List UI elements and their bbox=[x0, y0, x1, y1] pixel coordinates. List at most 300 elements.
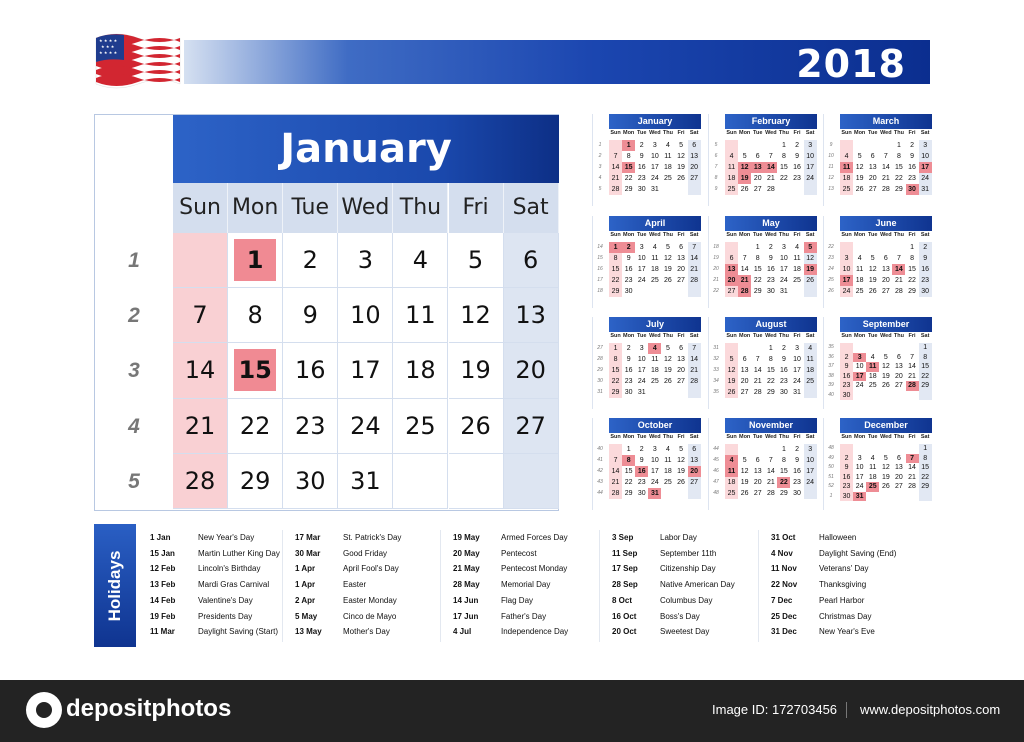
mini-day[interactable]: 31 bbox=[650, 186, 659, 193]
mini-day[interactable]: 1 bbox=[622, 140, 635, 151]
mini-day[interactable]: 17 bbox=[919, 162, 932, 173]
mini-day[interactable]: 21 bbox=[688, 264, 701, 275]
mini-day[interactable]: 29 bbox=[895, 186, 903, 193]
mini-calendar-march[interactable] bbox=[823, 114, 931, 206]
mini-day[interactable]: 25 bbox=[840, 184, 853, 195]
mini-day[interactable]: 7 bbox=[755, 356, 760, 363]
mini-day[interactable]: 10 bbox=[637, 356, 646, 363]
mini-day[interactable]: 27 bbox=[895, 382, 903, 389]
mini-day[interactable]: 28 bbox=[881, 186, 890, 193]
mini-day[interactable]: 25 bbox=[650, 277, 659, 284]
mini-day[interactable]: 12 bbox=[664, 356, 672, 363]
mini-day[interactable]: 22 bbox=[753, 277, 762, 284]
mini-day[interactable]: 12 bbox=[677, 457, 685, 464]
mini-calendar-october[interactable] bbox=[592, 418, 700, 510]
mini-day[interactable]: 7 bbox=[768, 153, 773, 160]
mini-day[interactable]: 17 bbox=[855, 473, 864, 481]
day-cell[interactable]: 9 bbox=[283, 288, 338, 343]
mini-day[interactable]: 11 bbox=[725, 466, 738, 477]
mini-day[interactable]: 29 bbox=[919, 482, 932, 492]
mini-day[interactable]: 23 bbox=[840, 482, 853, 492]
mini-day[interactable]: 22 bbox=[919, 372, 932, 382]
mini-day[interactable]: 20 bbox=[677, 266, 685, 273]
mini-day[interactable]: 29 bbox=[780, 490, 788, 497]
mini-day[interactable]: 7 bbox=[896, 255, 901, 262]
mini-day[interactable]: 17 bbox=[637, 367, 646, 374]
mini-day[interactable]: 1 bbox=[919, 444, 932, 454]
mini-day[interactable]: 11 bbox=[804, 354, 817, 365]
mini-day[interactable]: 12 bbox=[881, 464, 890, 471]
mini-day[interactable]: 24 bbox=[637, 378, 646, 385]
mini-day[interactable]: 18 bbox=[725, 477, 738, 488]
mini-day[interactable]: 20 bbox=[868, 175, 877, 182]
mini-day[interactable]: 3 bbox=[795, 345, 799, 352]
mini-day[interactable]: 19 bbox=[881, 372, 890, 380]
mini-day[interactable]: 13 bbox=[740, 367, 749, 374]
mini-day[interactable]: 20 bbox=[753, 479, 762, 486]
mini-day[interactable]: 6 bbox=[679, 345, 683, 352]
mini-day[interactable]: 19 bbox=[664, 266, 672, 273]
mini-day[interactable]: 6 bbox=[870, 153, 875, 160]
day-cell[interactable]: 27 bbox=[504, 399, 559, 454]
mini-day[interactable]: 6 bbox=[883, 255, 888, 262]
mini-day[interactable]: 20 bbox=[753, 175, 762, 182]
day-cell[interactable]: 21 bbox=[173, 399, 228, 454]
mini-day[interactable]: 21 bbox=[766, 175, 775, 182]
mini-day[interactable]: 16 bbox=[793, 164, 801, 171]
day-cell[interactable]: 11 bbox=[393, 288, 448, 343]
mini-day[interactable]: 22 bbox=[919, 473, 932, 483]
mini-day[interactable]: 26 bbox=[868, 288, 877, 295]
mini-day[interactable]: 9 bbox=[626, 255, 631, 262]
mini-day[interactable]: 23 bbox=[780, 378, 788, 385]
mini-day[interactable]: 16 bbox=[840, 372, 853, 382]
mini-day[interactable]: 1 bbox=[896, 142, 901, 149]
mini-day[interactable]: 31 bbox=[637, 389, 646, 396]
day-cell[interactable]: 6 bbox=[504, 233, 559, 288]
mini-calendar-february[interactable] bbox=[708, 114, 816, 206]
mini-day[interactable]: 20 bbox=[895, 372, 903, 380]
mini-day[interactable]: 12 bbox=[664, 255, 672, 262]
mini-day[interactable]: 28 bbox=[753, 389, 762, 396]
mini-day[interactable]: 11 bbox=[866, 362, 879, 372]
mini-day[interactable]: 8 bbox=[622, 455, 635, 466]
mini-calendar-november[interactable] bbox=[708, 418, 816, 510]
mini-day[interactable]: 5 bbox=[665, 244, 670, 251]
mini-day[interactable]: 10 bbox=[804, 455, 817, 466]
mini-day[interactable]: 11 bbox=[651, 255, 659, 262]
mini-day[interactable]: 22 bbox=[624, 175, 633, 182]
mini-day[interactable]: 24 bbox=[780, 277, 788, 284]
mini-day[interactable]: 24 bbox=[637, 277, 646, 284]
mini-day[interactable]: 25 bbox=[650, 378, 659, 385]
mini-day[interactable]: 4 bbox=[795, 244, 799, 251]
mini-day[interactable]: 22 bbox=[777, 477, 790, 488]
mini-day[interactable]: 14 bbox=[609, 162, 622, 173]
mini-day[interactable]: 24 bbox=[855, 382, 864, 389]
mini-day[interactable]: 13 bbox=[688, 151, 701, 162]
mini-day[interactable]: 13 bbox=[895, 363, 903, 370]
mini-day[interactable]: 21 bbox=[688, 365, 701, 376]
day-cell[interactable]: 3 bbox=[338, 233, 393, 288]
mini-day[interactable]: 9 bbox=[840, 362, 853, 372]
mini-day[interactable]: 12 bbox=[868, 266, 877, 273]
day-cell[interactable] bbox=[393, 454, 448, 509]
mini-day[interactable]: 5 bbox=[742, 153, 747, 160]
mini-day[interactable]: 23 bbox=[766, 277, 775, 284]
mini-day[interactable]: 16 bbox=[624, 266, 633, 273]
mini-day[interactable]: 31 bbox=[780, 288, 788, 295]
mini-day[interactable]: 17 bbox=[853, 372, 866, 382]
mini-calendar-september[interactable] bbox=[823, 317, 931, 409]
mini-day[interactable]: 15 bbox=[895, 164, 903, 171]
mini-day[interactable]: 26 bbox=[725, 387, 738, 398]
mini-day[interactable]: 6 bbox=[679, 244, 683, 251]
mini-day[interactable]: 9 bbox=[639, 153, 644, 160]
mini-day[interactable]: 18 bbox=[855, 277, 864, 284]
mini-day[interactable]: 3 bbox=[853, 353, 866, 363]
mini-day[interactable]: 16 bbox=[793, 468, 801, 475]
mini-day[interactable]: 1 bbox=[609, 343, 622, 354]
day-cell[interactable]: 19 bbox=[449, 343, 504, 398]
mini-day[interactable]: 23 bbox=[624, 378, 633, 385]
mini-day[interactable]: 25 bbox=[866, 482, 879, 492]
mini-day[interactable]: 18 bbox=[868, 473, 877, 481]
mini-day[interactable]: 29 bbox=[766, 389, 775, 396]
mini-day[interactable]: 2 bbox=[840, 353, 853, 363]
mini-day[interactable]: 14 bbox=[908, 464, 916, 471]
mini-day[interactable]: 20 bbox=[740, 378, 749, 385]
mini-day[interactable]: 8 bbox=[781, 153, 786, 160]
mini-day[interactable]: 7 bbox=[688, 242, 701, 253]
mini-day[interactable]: 30 bbox=[840, 391, 853, 401]
mini-day[interactable]: 22 bbox=[624, 479, 633, 486]
mini-day[interactable]: 10 bbox=[855, 363, 864, 370]
mini-day[interactable]: 18 bbox=[840, 173, 853, 184]
mini-day[interactable]: 10 bbox=[637, 255, 646, 262]
mini-calendar-april[interactable] bbox=[592, 216, 700, 308]
day-cell[interactable]: 13 bbox=[504, 288, 559, 343]
mini-day[interactable]: 18 bbox=[650, 367, 659, 374]
mini-day[interactable]: 6 bbox=[742, 356, 747, 363]
mini-day[interactable]: 30 bbox=[840, 492, 853, 502]
mini-day[interactable]: 13 bbox=[677, 255, 685, 262]
mini-day[interactable]: 15 bbox=[780, 468, 788, 475]
mini-day[interactable]: 17 bbox=[650, 164, 659, 171]
mini-day[interactable]: 22 bbox=[895, 175, 903, 182]
mini-day[interactable]: 2 bbox=[840, 454, 853, 464]
mini-day[interactable]: 5 bbox=[665, 345, 670, 352]
mini-day[interactable]: 20 bbox=[688, 162, 701, 173]
mini-day[interactable]: 20 bbox=[881, 277, 890, 284]
mini-day[interactable]: 28 bbox=[738, 286, 751, 297]
day-cell[interactable] bbox=[504, 454, 559, 509]
mini-day[interactable]: 11 bbox=[793, 255, 801, 262]
mini-day[interactable]: 28 bbox=[609, 184, 622, 195]
mini-day[interactable]: 14 bbox=[908, 363, 916, 370]
mini-day[interactable]: 4 bbox=[804, 343, 817, 354]
mini-day[interactable]: 11 bbox=[725, 162, 738, 173]
mini-day[interactable]: 9 bbox=[919, 253, 932, 264]
mini-day[interactable]: 29 bbox=[609, 286, 622, 297]
mini-day[interactable]: 27 bbox=[868, 186, 877, 193]
mini-day[interactable]: 12 bbox=[881, 363, 890, 370]
mini-day[interactable]: 4 bbox=[665, 446, 670, 453]
mini-day[interactable]: 20 bbox=[725, 275, 738, 286]
mini-day[interactable]: 8 bbox=[609, 354, 622, 365]
mini-calendar-may[interactable] bbox=[708, 216, 816, 308]
mini-day[interactable]: 29 bbox=[919, 381, 932, 391]
mini-day[interactable]: 7 bbox=[742, 255, 747, 262]
mini-day[interactable]: 8 bbox=[755, 255, 760, 262]
mini-day[interactable]: 14 bbox=[881, 164, 890, 171]
mini-day[interactable]: 22 bbox=[908, 277, 916, 284]
mini-day[interactable]: 2 bbox=[795, 446, 799, 453]
site-link[interactable]: www.depositphotos.com bbox=[860, 702, 1001, 717]
mini-day[interactable]: 22 bbox=[609, 376, 622, 387]
mini-day[interactable]: 12 bbox=[725, 365, 738, 376]
mini-day[interactable]: 18 bbox=[868, 372, 877, 380]
mini-day[interactable]: 2 bbox=[910, 142, 914, 149]
day-cell[interactable]: 12 bbox=[449, 288, 504, 343]
mini-day[interactable]: 15 bbox=[766, 367, 775, 374]
mini-day[interactable]: 17 bbox=[840, 275, 853, 286]
mini-day[interactable]: 1 bbox=[781, 446, 786, 453]
mini-day[interactable]: 14 bbox=[892, 264, 905, 275]
mini-day[interactable]: 21 bbox=[609, 173, 622, 184]
mini-day[interactable]: 25 bbox=[855, 288, 864, 295]
mini-day[interactable]: 31 bbox=[853, 492, 866, 502]
mini-day[interactable]: 1 bbox=[609, 242, 622, 253]
day-cell[interactable]: 2 bbox=[283, 233, 338, 288]
mini-day[interactable]: 5 bbox=[870, 255, 875, 262]
day-cell[interactable]: 20 bbox=[504, 343, 559, 398]
mini-day[interactable]: 11 bbox=[664, 457, 672, 464]
day-cell[interactable]: 28 bbox=[173, 454, 228, 509]
mini-day[interactable]: 14 bbox=[753, 367, 762, 374]
mini-day[interactable]: 27 bbox=[895, 483, 903, 490]
mini-day[interactable]: 1 bbox=[910, 244, 914, 251]
mini-day[interactable]: 16 bbox=[840, 473, 853, 483]
day-cell[interactable]: 25 bbox=[393, 399, 448, 454]
mini-day[interactable]: 23 bbox=[637, 479, 646, 486]
day-cell[interactable] bbox=[449, 454, 504, 509]
mini-day[interactable]: 18 bbox=[804, 365, 817, 376]
mini-day[interactable]: 31 bbox=[793, 389, 801, 396]
mini-day[interactable]: 17 bbox=[793, 367, 801, 374]
mini-day[interactable]: 17 bbox=[804, 466, 817, 477]
mini-calendar-august[interactable] bbox=[708, 317, 816, 409]
mini-day[interactable]: 15 bbox=[780, 164, 788, 171]
mini-day[interactable]: 17 bbox=[804, 162, 817, 173]
mini-day[interactable]: 15 bbox=[919, 362, 932, 372]
mini-day[interactable]: 12 bbox=[804, 253, 817, 264]
mini-day[interactable]: 30 bbox=[766, 288, 775, 295]
mini-day[interactable]: 7 bbox=[688, 343, 701, 354]
mini-calendar-december[interactable] bbox=[823, 418, 931, 510]
day-cell[interactable]: 23 bbox=[283, 399, 338, 454]
mini-day[interactable]: 3 bbox=[804, 444, 817, 455]
mini-day[interactable]: 4 bbox=[870, 353, 875, 361]
mini-day[interactable]: 16 bbox=[635, 466, 648, 477]
day-cell[interactable]: 14 bbox=[173, 343, 228, 398]
mini-day[interactable]: 15 bbox=[609, 365, 622, 376]
mini-day[interactable]: 28 bbox=[908, 483, 916, 490]
mini-day[interactable]: 25 bbox=[804, 376, 817, 387]
mini-day[interactable]: 16 bbox=[919, 264, 932, 275]
mini-day[interactable]: 24 bbox=[650, 175, 659, 182]
mini-day[interactable]: 12 bbox=[738, 162, 751, 173]
mini-day[interactable]: 6 bbox=[688, 444, 701, 455]
mini-day[interactable]: 3 bbox=[781, 244, 786, 251]
mini-day[interactable]: 26 bbox=[677, 479, 685, 486]
mini-day[interactable]: 5 bbox=[679, 142, 683, 149]
mini-day[interactable]: 27 bbox=[688, 477, 701, 488]
mini-day[interactable]: 6 bbox=[725, 253, 738, 264]
mini-calendar-july[interactable] bbox=[592, 317, 700, 409]
mini-day[interactable]: 23 bbox=[840, 381, 853, 391]
mini-day[interactable]: 27 bbox=[740, 389, 749, 396]
mini-day[interactable]: 8 bbox=[896, 153, 901, 160]
mini-day[interactable]: 7 bbox=[910, 353, 914, 361]
day-cell[interactable]: 17 bbox=[338, 343, 393, 398]
mini-day[interactable]: 29 bbox=[624, 186, 633, 193]
mini-day[interactable]: 10 bbox=[793, 356, 801, 363]
mini-day[interactable]: 16 bbox=[908, 164, 916, 171]
mini-day[interactable]: 7 bbox=[768, 457, 773, 464]
mini-day[interactable]: 26 bbox=[881, 483, 890, 490]
mini-day[interactable]: 26 bbox=[855, 186, 864, 193]
mini-day[interactable]: 10 bbox=[650, 153, 659, 160]
mini-day[interactable]: 19 bbox=[664, 367, 672, 374]
mini-day[interactable]: 19 bbox=[855, 175, 864, 182]
mini-day[interactable]: 8 bbox=[919, 454, 932, 464]
mini-day[interactable]: 5 bbox=[883, 454, 888, 462]
mini-day[interactable]: 22 bbox=[609, 275, 622, 286]
mini-day[interactable]: 5 bbox=[857, 153, 862, 160]
mini-day[interactable]: 10 bbox=[804, 151, 817, 162]
mini-day[interactable]: 20 bbox=[677, 367, 685, 374]
mini-day[interactable]: 30 bbox=[624, 389, 633, 396]
mini-day[interactable]: 10 bbox=[855, 464, 864, 471]
mini-day[interactable]: 21 bbox=[908, 473, 916, 481]
mini-day[interactable]: 4 bbox=[665, 142, 670, 149]
mini-day[interactable]: 29 bbox=[908, 288, 916, 295]
mini-day[interactable]: 27 bbox=[677, 378, 685, 385]
mini-day[interactable]: 6 bbox=[688, 140, 701, 151]
day-cell[interactable]: 16 bbox=[283, 343, 338, 398]
mini-day[interactable]: 20 bbox=[688, 466, 701, 477]
mini-day[interactable]: 21 bbox=[766, 479, 775, 486]
mini-day[interactable]: 20 bbox=[895, 473, 903, 481]
mini-day[interactable]: 4 bbox=[870, 454, 875, 462]
day-cell[interactable]: 31 bbox=[338, 454, 393, 509]
mini-day[interactable]: 2 bbox=[626, 345, 631, 352]
mini-day[interactable]: 4 bbox=[725, 455, 738, 466]
mini-day[interactable]: 24 bbox=[650, 479, 659, 486]
mini-day[interactable]: 15 bbox=[609, 264, 622, 275]
mini-day[interactable]: 6 bbox=[896, 454, 901, 462]
mini-day[interactable]: 9 bbox=[795, 457, 799, 464]
day-cell[interactable]: 24 bbox=[338, 399, 393, 454]
mini-day[interactable]: 24 bbox=[855, 483, 864, 490]
mini-day[interactable]: 24 bbox=[919, 173, 932, 184]
day-cell[interactable] bbox=[173, 233, 228, 288]
mini-day[interactable]: 25 bbox=[868, 382, 877, 389]
mini-day[interactable]: 4 bbox=[652, 244, 657, 251]
mini-day[interactable]: 4 bbox=[857, 255, 862, 262]
mini-day[interactable]: 8 bbox=[910, 255, 914, 262]
mini-day[interactable]: 2 bbox=[639, 142, 644, 149]
mini-day[interactable]: 5 bbox=[725, 354, 738, 365]
day-cell[interactable]: 4 bbox=[393, 233, 448, 288]
mini-day[interactable]: 21 bbox=[881, 175, 890, 182]
mini-day[interactable]: 2 bbox=[639, 446, 644, 453]
mini-day[interactable]: 25 bbox=[725, 488, 738, 499]
mini-day[interactable]: 14 bbox=[609, 466, 622, 477]
mini-day[interactable]: 23 bbox=[637, 175, 646, 182]
mini-day[interactable]: 28 bbox=[688, 376, 701, 387]
mini-day[interactable]: 9 bbox=[840, 463, 853, 473]
mini-day[interactable]: 8 bbox=[781, 457, 786, 464]
mini-day[interactable]: 14 bbox=[688, 253, 701, 264]
mini-day[interactable]: 10 bbox=[780, 255, 788, 262]
mini-day[interactable]: 17 bbox=[650, 468, 659, 475]
mini-day[interactable]: 8 bbox=[768, 356, 773, 363]
mini-day[interactable]: 1 bbox=[919, 343, 932, 353]
mini-day[interactable]: 17 bbox=[780, 266, 788, 273]
day-cell[interactable]: 18 bbox=[393, 343, 448, 398]
mini-day[interactable]: 9 bbox=[781, 356, 786, 363]
mini-calendar-january[interactable] bbox=[592, 114, 700, 206]
mini-day[interactable]: 2 bbox=[781, 345, 786, 352]
day-cell[interactable] bbox=[228, 233, 283, 288]
mini-day[interactable]: 29 bbox=[753, 288, 762, 295]
mini-day[interactable]: 11 bbox=[664, 153, 672, 160]
mini-day[interactable]: 13 bbox=[751, 162, 764, 173]
mini-day[interactable]: 30 bbox=[637, 186, 646, 193]
mini-day[interactable]: 26 bbox=[740, 490, 749, 497]
mini-day[interactable]: 27 bbox=[753, 490, 762, 497]
mini-day[interactable]: 8 bbox=[626, 153, 631, 160]
mini-day[interactable]: 28 bbox=[688, 275, 701, 286]
mini-day[interactable]: 11 bbox=[856, 266, 864, 273]
mini-day[interactable]: 28 bbox=[895, 288, 903, 295]
mini-day[interactable]: 23 bbox=[624, 277, 633, 284]
mini-day[interactable]: 1 bbox=[768, 345, 773, 352]
mini-day[interactable]: 29 bbox=[609, 387, 622, 398]
mini-day[interactable]: 27 bbox=[753, 186, 762, 193]
mini-day[interactable]: 15 bbox=[624, 468, 633, 475]
mini-day[interactable]: 3 bbox=[840, 253, 853, 264]
mini-day[interactable]: 13 bbox=[753, 468, 762, 475]
mini-day[interactable]: 2 bbox=[768, 244, 773, 251]
mini-day[interactable]: 19 bbox=[677, 468, 685, 475]
mini-day[interactable]: 6 bbox=[896, 353, 901, 361]
mini-day[interactable]: 1 bbox=[781, 142, 786, 149]
mini-day[interactable]: 23 bbox=[793, 479, 801, 486]
mini-day[interactable]: 3 bbox=[804, 140, 817, 151]
mini-day[interactable]: 16 bbox=[637, 164, 646, 171]
mini-day[interactable]: 31 bbox=[648, 488, 661, 499]
mini-day[interactable]: 9 bbox=[768, 255, 773, 262]
mini-day[interactable]: 19 bbox=[868, 277, 877, 284]
mini-day[interactable]: 3 bbox=[639, 244, 644, 251]
mini-day[interactable]: 22 bbox=[780, 175, 788, 182]
mini-day[interactable]: 11 bbox=[840, 162, 853, 173]
mini-day[interactable]: 19 bbox=[881, 473, 890, 481]
mini-day[interactable]: 24 bbox=[804, 477, 817, 488]
